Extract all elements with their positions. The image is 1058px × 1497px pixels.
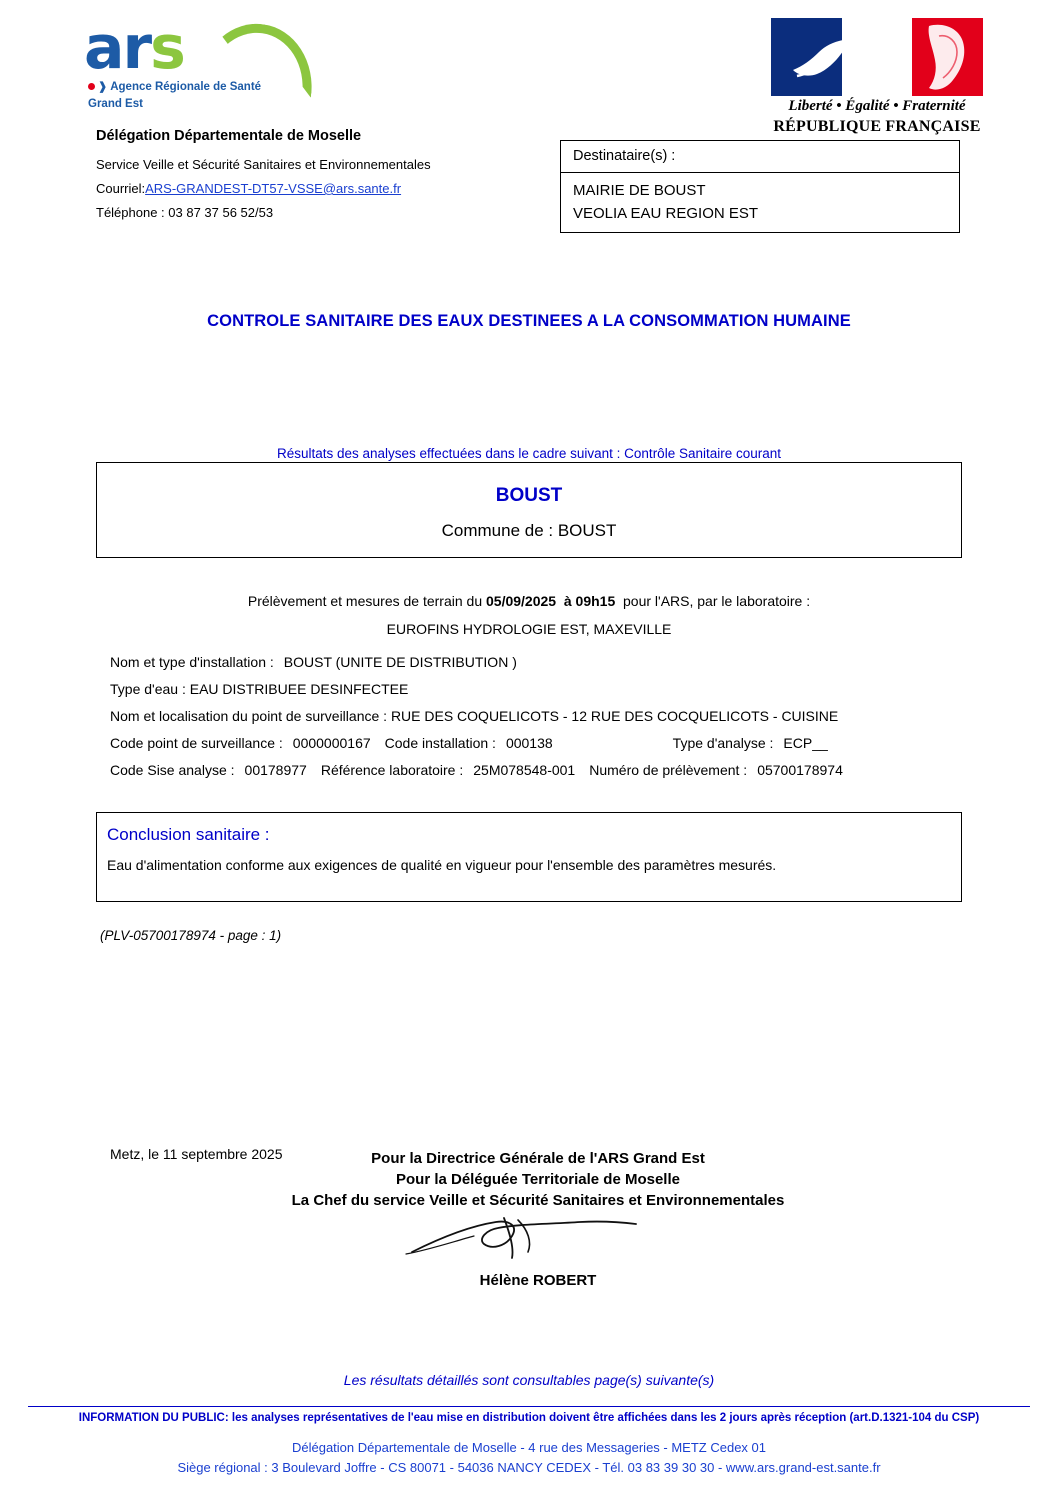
ref-laboratoire-label: Référence laboratoire : [320, 762, 464, 778]
french-flag-icon [771, 18, 983, 96]
code-point-label: Code point de surveillance : [110, 735, 283, 751]
prelevement-line [0, 593, 1058, 609]
page-title: CONTROLE SANITAIRE DES EAUX DESTINEES A LA CONSOMMATION HUMAINE [207, 312, 851, 330]
conclusion-title: Conclusion sanitaire : [107, 825, 270, 844]
code-sise-label: Code Sise analyse : [110, 762, 235, 778]
rf-devise: Liberté • Égalité • Fraternité [788, 98, 966, 114]
installation-label: Nom et type d'installation : [110, 654, 274, 670]
ref-laboratoire-value: 25M078548-001 [473, 762, 576, 778]
sender-block [96, 128, 526, 229]
ars-region-text: Grand Est [88, 98, 143, 110]
commune-subtitle: Commune de : BOUST [441, 521, 617, 540]
ars-arrow-icon: ❱ [98, 81, 108, 93]
marianne-profile-icon [789, 26, 863, 88]
signature-line-2: Pour la Déléguée Territoriale de Moselle [396, 1171, 680, 1188]
sender-courriel-label: Courriel: [96, 181, 146, 196]
commune-box [96, 462, 962, 558]
numero-prelevement-value: 05700178974 [757, 762, 843, 778]
footer-address-siege: Siège régional : 3 Boulevard Joffre - CS 80071 - 54036 NANCY CEDEX - Tél. 03 83 39 30 30 - www.ars.grand-est.sante.fr [177, 1460, 881, 1475]
code-sise-value: 00178977 [244, 762, 307, 778]
info-row-type-eau [110, 681, 970, 697]
plv-reference: (PLV-05700178974 - page : 1) [100, 928, 282, 943]
destinataire-item-2: VEOLIA EAU REGION EST [573, 205, 759, 222]
signature-date: Metz, le 11 septembre 2025 [110, 1146, 283, 1162]
republique-francaise-logo [771, 18, 983, 135]
commune-name: BOUST [495, 485, 563, 506]
type-analyse-label: Type d'analyse : [672, 735, 774, 751]
installation-info [110, 654, 970, 789]
destinataire-item-1: MAIRIE DE BOUST [573, 182, 706, 199]
installation-value: BOUST (UNITE DE DISTRIBUTION ) [283, 654, 517, 670]
signatory-name: Hélène ROBERT [479, 1272, 597, 1289]
ars-logo [84, 13, 284, 118]
marianne-face-icon [909, 22, 975, 92]
ars-agency-label [88, 80, 261, 93]
ars-agency-text: Agence Régionale de Santé [110, 81, 262, 93]
sender-courriel-row [96, 181, 526, 196]
signature-line-1: Pour la Directrice Générale de l'ARS Grand Est [371, 1150, 705, 1167]
prelevement-time: à 09h15 [563, 593, 616, 609]
footer-divider [28, 1406, 1030, 1407]
ars-red-dot-icon [88, 83, 95, 90]
info-row-installation [110, 654, 970, 670]
info-row-refs [110, 762, 970, 778]
sender-telephone: Téléphone : 03 87 37 56 52/53 [96, 205, 274, 220]
prelevement-prefix: Prélèvement et mesures de terrain du [247, 593, 483, 609]
rf-republique-label: RÉPUBLIQUE FRANÇAISE [773, 118, 981, 135]
numero-prelevement-label: Numéro de prélèvement : [589, 762, 748, 778]
footer-address-delegation: Délégation Départementale de Moselle - 4 rue des Messageries - METZ Cedex 01 [291, 1440, 766, 1455]
info-row-point [110, 708, 970, 724]
sender-service: Service Veille et Sécurité Sanitaires et Environnementales [96, 157, 431, 172]
code-point-value: 0000000167 [292, 735, 371, 751]
results-next-pages-note: Les résultats détaillés sont consultables page(s) suivante(s) [343, 1372, 715, 1388]
handwritten-signature-icon [400, 1208, 670, 1268]
signature-line-3: La Chef du service Veille et Sécurité Sanitaires et Environnementales [291, 1192, 785, 1209]
cadre-analyses-line: Résultats des analyses effectuées dans le cadre suivant : Contrôle Sanitaire courant [276, 446, 782, 461]
info-row-codes [110, 735, 970, 751]
footer-public-info: INFORMATION DU PUBLIC: les analyses représentatives de l'eau mise en distribution doivent être affichées dans les 2 jours après réception (art.D.1321-104 du CSP) [78, 1412, 980, 1424]
type-eau-value: EAU DISTRIBUEE DESINFECTEE [189, 681, 409, 697]
code-installation-label: Code installation : [384, 735, 496, 751]
code-installation-value: 000138 [505, 735, 553, 751]
destinataires-box [560, 140, 960, 233]
signature-authority-block [238, 1148, 838, 1211]
prelevement-suffix: pour l'ARS, par le laboratoire : [623, 593, 811, 609]
type-analyse-value: ECP__ [783, 735, 828, 751]
point-surveillance-value: RUE DES COQUELICOTS - 12 RUE DES COCQUELICOTS - CUISINE [390, 708, 839, 724]
sender-courriel-link[interactable]: ARS-GRANDEST-DT57-VSSE@ars.sante.fr [145, 181, 402, 196]
point-surveillance-label: Nom et localisation du point de surveillance : [110, 708, 388, 724]
laboratoire-name: EUROFINS HYDROLOGIE EST, MAXEVILLE [386, 621, 672, 637]
conclusion-sanitaire-box [96, 812, 962, 902]
conclusion-text: Eau d'alimentation conforme aux exigences de qualité en vigueur pour l'ensemble des paramètres mesurés. [107, 857, 777, 873]
destinataires-title: Destinataire(s) : [561, 141, 959, 173]
sender-delegation: Délégation Départementale de Moselle [96, 128, 362, 144]
document-header [0, 0, 1058, 135]
ars-wordmark: ars [84, 13, 184, 83]
type-eau-label: Type d'eau : [110, 681, 186, 697]
prelevement-date: 05/09/2025 [486, 593, 557, 609]
